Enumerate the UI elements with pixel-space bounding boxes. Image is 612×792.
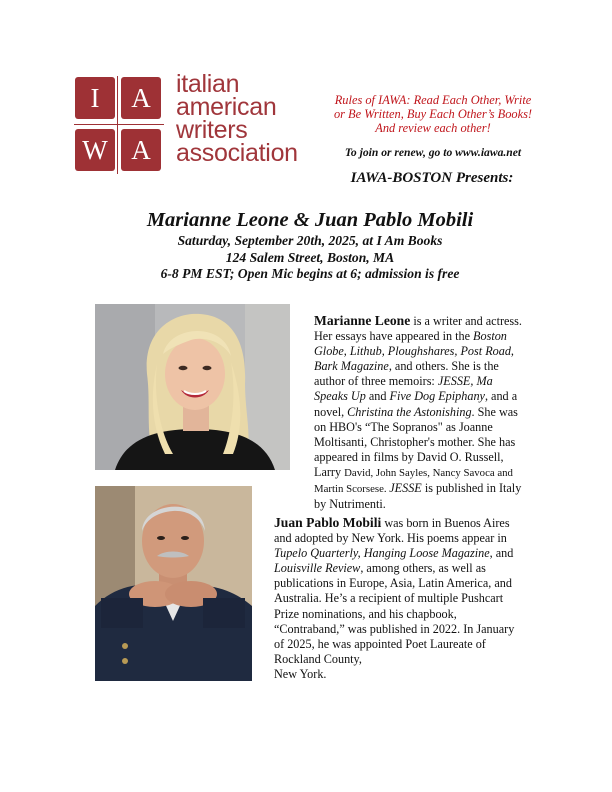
iawa-logo: [74, 70, 304, 176]
mobili-bio-text: , among others, as well as publications in Europe, Asia, Latin America, and Australia. He’s a recipient of multiple Pushcart Prize nominations, and his chapbook, “Contraband,” was published in 2022. In January of 2025, he was appointed Poet Laureate of Rockland County,: [274, 561, 515, 666]
rules-line-1: Rules of IAWA: Read Each Other, Write: [334, 93, 532, 107]
marianne-leone-bio: [314, 313, 524, 512]
mobili-bio-text: was born in Buenos Aires and adopted by New York. His poems appear in: [274, 516, 510, 546]
leone-bio-text: is published in Italy by Nutrimenti.: [314, 481, 522, 512]
leone-bio-text: David, John Sayles, Nancy Savoca: [344, 466, 498, 479]
leone-bio-text: , and others. She is the author of three memoirs:: [314, 359, 499, 389]
logo-word-american: american: [176, 93, 277, 121]
event-details: [100, 208, 520, 283]
mobili-bio-text: New York.: [274, 666, 327, 681]
leone-memoir-title: Five Dog Epiphany: [389, 389, 485, 404]
juan-pablo-mobili-photo: [95, 486, 252, 681]
logo-tile-i: I: [75, 77, 115, 119]
leone-jesse-title: JESSE: [389, 481, 422, 496]
leone-publications: Boston Globe, Lithub, Ploughshares, Post Road, Bark Magazine: [314, 329, 514, 374]
event-address: 124 Salem Street, Boston, MA: [225, 249, 395, 265]
event-date: Saturday, September 20th, 2025, at I Am Books: [177, 233, 443, 248]
leone-name: Marianne Leone: [314, 313, 411, 328]
logo-word-italian: italian: [176, 70, 240, 98]
leone-bio-text: , and a novel,: [314, 389, 518, 419]
marianne-leone-photo: [95, 304, 290, 470]
rules-line-3: And review each other!: [375, 121, 491, 135]
iawa-rules: [330, 93, 536, 135]
logo-divider-horizontal: [74, 124, 164, 125]
logo-divider-vertical: [117, 76, 118, 174]
event-time: 6-8 PM EST; Open Mic begins at 6; admission is free: [160, 266, 460, 281]
mobili-publications: Tupelo Quarterly, Hanging Loose Magazine: [274, 546, 490, 561]
logo-word-association: association: [176, 139, 298, 167]
logo-tile-a2: A: [121, 129, 161, 171]
leone-bio-text: is a writer and actress. Her essays have appeared in the: [314, 314, 522, 344]
presents-heading: IAWA-BOSTON Presents:: [350, 170, 514, 186]
mobili-bio-text: , and: [489, 546, 514, 561]
event-title: Marianne Leone & Juan Pablo Mobili: [146, 209, 474, 231]
rules-line-2: or Be Written, Buy Each Other’s Books!: [333, 107, 533, 121]
logo-wordmark: [176, 70, 316, 167]
mobili-publication: Louisville Review: [274, 561, 361, 576]
mobili-name: Juan Pablo Mobili: [274, 515, 382, 530]
join-notice: To join or renew, go to www.iawa.net: [344, 146, 522, 159]
juan-pablo-mobili-bio: [274, 515, 524, 682]
logo-tile-a: A: [121, 77, 161, 119]
leone-bio-text: and Martin Scorsese.: [314, 466, 513, 496]
leone-bio-text: and: [365, 389, 390, 404]
logo-word-writers: writers: [176, 116, 248, 144]
logo-tiles: [74, 76, 166, 174]
leone-memoir-titles: JESSE, Ma Speaks Up: [314, 374, 493, 404]
leone-bio-text: . She was on HBO's “The Sopranos" as Joanne Moltisanti, Christopher's mother. She has appeared in films by David O. Russell, Larry: [314, 404, 518, 479]
logo-tile-w: W: [75, 129, 115, 171]
leone-novel-title: Christina the Astonishing: [347, 404, 472, 419]
